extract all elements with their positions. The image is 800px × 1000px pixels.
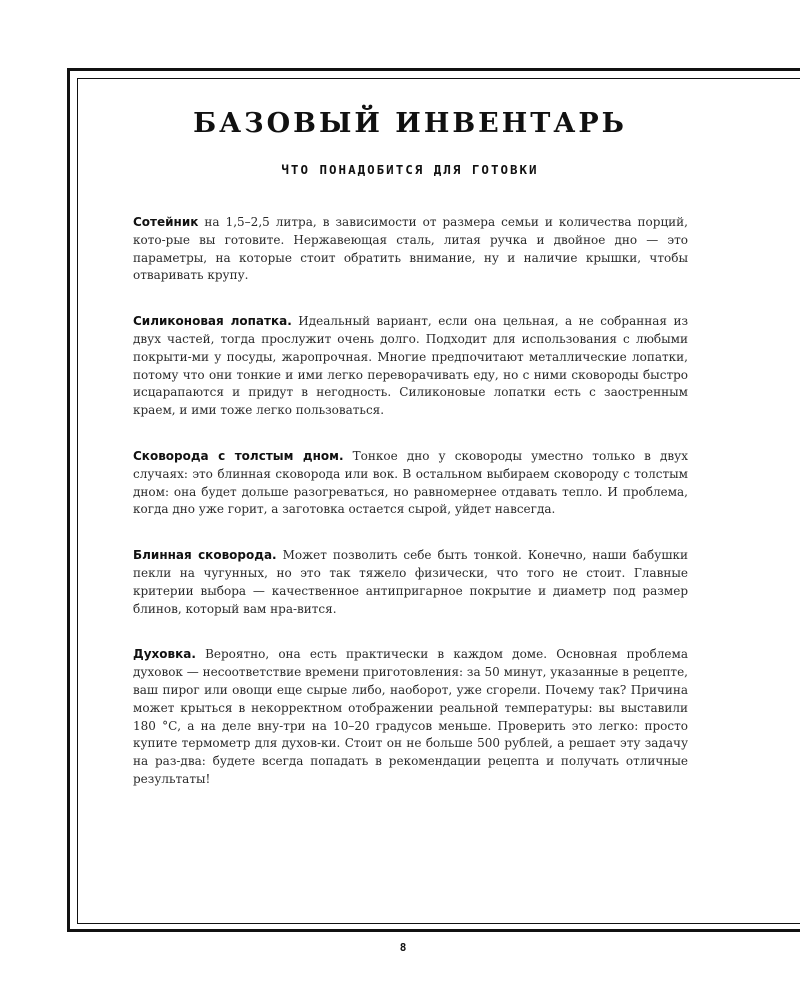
section-text: Вероятно, она есть практически в каждом доме. Основная проблема духовок — несоответствие времени приготовления: за 50 минут, указанные в рецепте, ваш пирог или овощи еще сырые либо, наоборот, уже сгорели. Почему так? Причина может крыться в некорректном отображении реальной температуры: вы выставили 180 °С, а на деле вну-три на 10–20 градусов меньше. Проверить это легко: просто купите термометр для духов-ки. Стоит он не больше 500 рублей, а решает эту задачу на раз-два: будете всегда попадать в рекомендации рецепта и получать отличные результаты! bbox=[133, 647, 688, 786]
article-body bbox=[133, 214, 688, 789]
section-term: Сотейник bbox=[133, 215, 199, 229]
section-crepe-pan bbox=[133, 547, 688, 618]
page-title: БАЗОВЫЙ ИНВЕНТАРЬ bbox=[193, 108, 627, 139]
section-term: Сковорода с толстым дном. bbox=[133, 448, 344, 463]
section-text: Тонкое дно у сковороды уместно только в двух случаях: это блинная сковорода или вок. В остальном выбираем сковороду с толстым дном: она будет дольше разогреваться, но равномернее отдавать тепло. И проблема, когда дно уже горит, а заготовка остается сырой, уйдет навсегда. bbox=[133, 448, 689, 517]
section-thick-pan bbox=[133, 448, 688, 519]
section-oven bbox=[133, 646, 688, 788]
section-silicone-spatula bbox=[133, 313, 688, 420]
section-term: Блинная сковорода. bbox=[133, 548, 277, 563]
section-text: Может позволить себе быть тонкой. Конечно, наши бабушки пекли на чугунных, но это так тяжело физически, что того не стоит. Главные критерии выбора — качественное антипригарное покрытие и диаметр под размер блинов, который вам нра-вится. bbox=[133, 548, 688, 616]
page-number: 8 bbox=[399, 941, 407, 954]
page-subtitle: ЧТО ПОНАДОБИТСЯ ДЛЯ ГОТОВКИ bbox=[281, 162, 539, 177]
section-saute-pan bbox=[133, 214, 688, 285]
section-text: на 1,5–2,5 литра, в зависимости от размера семьи и количества порций, кото-рые вы готовите. Нержавеющая сталь, литая ручка и двойное дно — это параметры, на которые стоит обратить внимание, ну и наличие крышки, чтобы отваривать крупу. bbox=[133, 215, 688, 283]
section-text: Идеальный вариант, если она цельная, а не собранная из двух частей, тогда прослужит очень долго. Подходит для использования с любыми покрыти-ми у посуды, жаропрочная. Многие предпочитают металлические лопатки, потому что они тонкие и ими легко переворачивать еду, но с ними сковороды быстро исцарапаются и придут в негодность. Силиконовые лопатки есть с заостренным краем, и ими тоже легко пользоваться. bbox=[133, 314, 688, 418]
section-term: Силиконовая лопатка. bbox=[133, 314, 292, 329]
section-term: Духовка. bbox=[133, 647, 196, 662]
